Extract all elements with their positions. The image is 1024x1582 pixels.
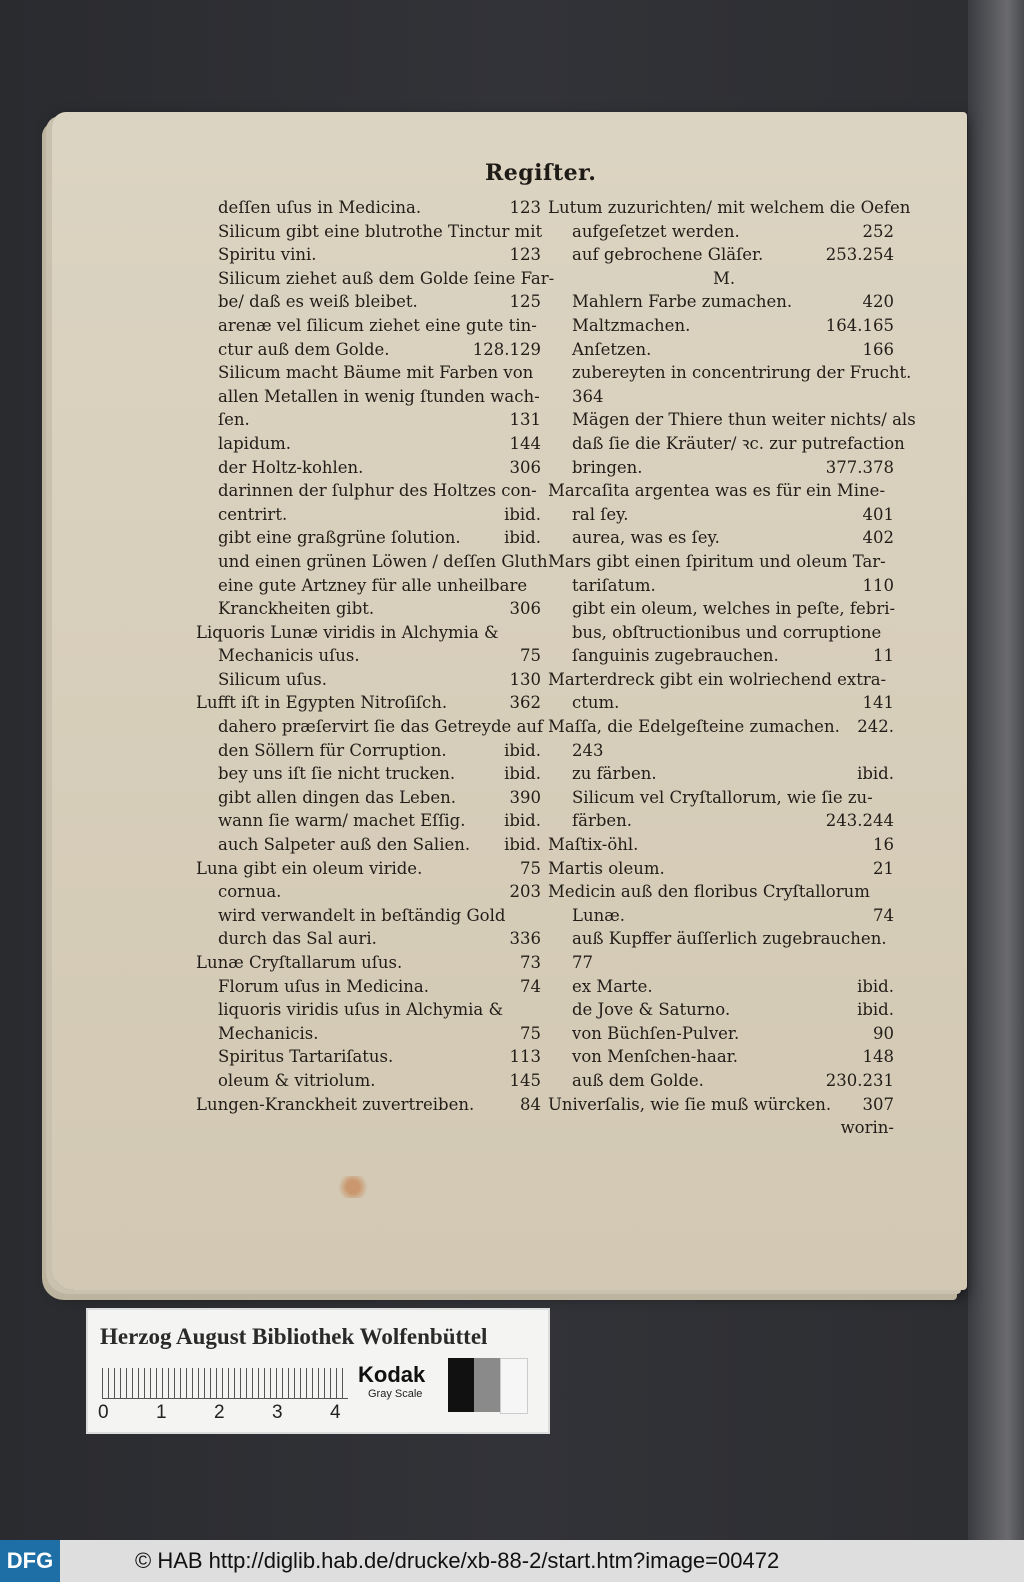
entry-page-number: 131 xyxy=(509,410,541,430)
index-entry xyxy=(196,739,541,763)
entry-text: 77 xyxy=(572,953,593,972)
entry-page-number: 144 xyxy=(509,433,541,453)
index-entry xyxy=(548,1093,894,1117)
index-entry xyxy=(196,1022,541,1046)
entry-text: Mägen der Thiere thun weiter nichts/ als xyxy=(572,410,916,430)
entry-text: gibt eine graßgrüne ſolution. xyxy=(218,528,461,548)
index-entry xyxy=(548,385,894,409)
entry-text: dahero præſervirt ſie das Getreyde auf xyxy=(218,717,544,737)
entry-text: Maſtix-öhl. xyxy=(548,835,639,855)
color-reference-card xyxy=(86,1308,550,1434)
entry-text: Liquoris Lunæ viridis in Alchymia & xyxy=(196,622,499,642)
index-entry xyxy=(548,927,894,951)
entry-page-number: 390 xyxy=(509,787,541,807)
entry-page-number: 148 xyxy=(862,1047,894,1067)
entry-text: Maſſa, die Edelgeſteine zumachen. xyxy=(548,717,840,737)
index-entry xyxy=(196,550,548,574)
index-entry xyxy=(548,739,894,763)
index-entry xyxy=(548,408,916,432)
entry-text: aufgeſetzet werden. xyxy=(572,221,740,241)
entry-text: ctum. xyxy=(572,693,620,713)
entry-page-number: ibid. xyxy=(857,1000,894,1020)
entry-text: Silicum macht Bäume mit Farben von xyxy=(218,363,534,383)
index-entry xyxy=(196,1069,541,1093)
entry-text: auß dem Golde. xyxy=(572,1070,704,1090)
page-header: Regiſter. xyxy=(485,160,597,186)
index-entry xyxy=(196,267,555,291)
index-entry xyxy=(196,290,541,314)
entry-text: Maltzmachen. xyxy=(572,315,691,335)
index-entry xyxy=(196,1045,541,1069)
entry-text: oleum & vitriolum. xyxy=(218,1070,376,1090)
entry-text: Lufft iſt in Egypten Nitroſiſch. xyxy=(196,693,448,713)
index-entry xyxy=(548,479,894,503)
entry-page-number: worin- xyxy=(840,1118,894,1138)
entry-text: 364 xyxy=(572,386,604,406)
index-entry xyxy=(196,361,541,385)
entry-page-number: 307 xyxy=(862,1094,894,1114)
entry-page-number: ibid. xyxy=(504,528,541,548)
index-entry xyxy=(196,809,541,833)
index-entry xyxy=(196,857,541,881)
index-entry xyxy=(548,809,894,833)
index-entry xyxy=(548,314,894,338)
entry-text: ral ſey. xyxy=(572,504,629,524)
entry-page-number: 145 xyxy=(509,1070,541,1090)
entry-text: Mars gibt einen ſpiritum und oleum Tar- xyxy=(548,551,886,571)
entry-text: ſen. xyxy=(218,410,250,430)
index-entry xyxy=(548,1069,894,1093)
ink-stain xyxy=(335,1176,371,1198)
entry-text: centrirt. xyxy=(218,504,288,524)
index-entry xyxy=(196,927,541,951)
entry-text: tariſatum. xyxy=(572,575,656,595)
index-entry xyxy=(548,786,894,810)
entry-page-number: 125 xyxy=(509,292,541,312)
entry-text: ex Marte. xyxy=(572,976,653,996)
entry-page-number: 74 xyxy=(520,976,541,996)
entry-text: Kranckheiten gibt. xyxy=(218,599,375,619)
index-entry xyxy=(196,880,541,904)
gray-swatch-black xyxy=(448,1358,474,1412)
entry-page-number: ibid. xyxy=(504,835,541,855)
footer-bar xyxy=(0,1540,1024,1582)
index-entry xyxy=(548,998,894,1022)
measurement-ruler xyxy=(102,1368,348,1399)
entry-page-number: 141 xyxy=(862,693,894,713)
index-entry xyxy=(548,597,894,621)
entry-text: Medicin auß den floribus Cryſtallorum xyxy=(548,882,870,902)
entry-page-number: 75 xyxy=(520,646,541,666)
index-entry xyxy=(196,786,541,810)
index-entry xyxy=(548,668,894,692)
index-entry xyxy=(548,715,894,739)
entry-text: Lungen-Kranckheit zuvertreiben. xyxy=(196,1094,475,1114)
index-entry xyxy=(548,526,894,550)
entry-page-number: 75 xyxy=(520,1023,541,1043)
card-title: Herzog August Bibliothek Wolfenbüttel xyxy=(100,1324,488,1349)
entry-page-number: 164.165 xyxy=(825,315,894,335)
entry-text: Lutum zuzurichten/ mit welchem die Oefen xyxy=(548,198,911,217)
entry-text: von Büchſen-Pulver. xyxy=(572,1023,740,1043)
entry-text: arenæ vel ſilicum ziehet eine gute tin- xyxy=(218,315,537,335)
entry-text: aurea, was es ſey. xyxy=(572,528,720,548)
index-column-left xyxy=(196,196,555,1116)
entry-text: wann ſie warm/ machet Eſſig. xyxy=(218,811,466,831)
entry-text: Lunæ Cryſtallarum uſus. xyxy=(196,953,403,972)
entry-text: Mechanicis. xyxy=(218,1023,319,1043)
entry-page-number: ibid. xyxy=(857,976,894,996)
index-entry xyxy=(548,1116,894,1140)
index-entry xyxy=(196,715,544,739)
entry-page-number: 230.231 xyxy=(825,1070,894,1090)
index-entry xyxy=(548,975,894,999)
entry-text: Martis oleum. xyxy=(548,858,665,878)
index-entry xyxy=(548,243,894,267)
index-entry xyxy=(548,432,905,456)
entry-text: auch Salpeter auß den Salien. xyxy=(218,835,471,855)
entry-page-number: 402 xyxy=(862,528,894,548)
index-entry xyxy=(196,338,541,362)
index-entry xyxy=(548,574,894,598)
index-entry xyxy=(196,998,541,1022)
entry-text: Florum uſus in Medicina. xyxy=(218,976,430,996)
entry-text: Silicum gibt eine blutrothe Tinctur mit xyxy=(218,221,543,241)
index-entry xyxy=(548,691,894,715)
index-entry xyxy=(548,621,894,645)
index-entry xyxy=(548,833,894,857)
index-entry xyxy=(196,574,541,598)
index-entry xyxy=(548,762,894,786)
index-entry xyxy=(548,550,894,574)
index-entry xyxy=(548,220,894,244)
index-entry xyxy=(548,196,911,220)
entry-text: 243 xyxy=(572,740,604,760)
entry-text: Spiritu vini. xyxy=(218,245,317,265)
index-entry xyxy=(548,644,894,668)
index-entry xyxy=(196,503,541,527)
entry-text: den Söllern für Corruption. xyxy=(218,740,447,760)
gray-scale-label: Gray Scale xyxy=(368,1388,423,1400)
entry-page-number: 420 xyxy=(862,292,894,312)
entry-page-number: 203 xyxy=(509,882,541,902)
entry-page-number: 252 xyxy=(862,221,894,241)
entry-page-number: 110 xyxy=(862,575,894,595)
entry-text: M. xyxy=(713,268,736,288)
entry-text: Mechanicis uſus. xyxy=(218,646,360,666)
entry-page-number: 84 xyxy=(520,1094,541,1114)
entry-text: bringen. xyxy=(572,457,643,477)
entry-text: auf gebrochene Gläſer. xyxy=(572,245,764,265)
entry-page-number: ibid. xyxy=(504,740,541,760)
entry-text: Spiritus Tartariſatus. xyxy=(218,1047,394,1067)
index-entry xyxy=(196,385,541,409)
entry-text: Luna gibt ein oleum viride. xyxy=(196,858,423,878)
entry-page-number: 243.244 xyxy=(825,811,894,831)
index-entry xyxy=(196,833,541,857)
index-entry xyxy=(196,408,541,432)
entry-text: wird verwandelt in beſtändig Gold xyxy=(218,905,506,925)
entry-text: deſſen uſus in Medicina. xyxy=(218,198,422,217)
dfg-logo: DFG xyxy=(0,1540,60,1582)
index-entry xyxy=(196,668,541,692)
index-entry xyxy=(196,762,541,786)
entry-text: Silicum vel Cryſtallorum, wie ſie zu- xyxy=(572,787,873,807)
index-entry xyxy=(196,621,541,645)
entry-text: Anſetzen. xyxy=(572,339,652,359)
index-entry xyxy=(196,975,541,999)
index-entry xyxy=(196,456,541,480)
index-entry xyxy=(196,243,541,267)
gray-swatch-mid xyxy=(474,1358,500,1412)
entry-text: von Menſchen-haar. xyxy=(572,1047,738,1067)
entry-text: be/ daß es weiß bleibet. xyxy=(218,292,418,312)
index-entry xyxy=(548,904,894,928)
entry-text: darinnen der ſulphur des Holtzes con- xyxy=(218,481,537,501)
entry-text: bus, obſtructionibus und corruptione xyxy=(572,622,882,642)
entry-text: lapidum. xyxy=(218,433,292,453)
ruler-numbers xyxy=(98,1402,358,1424)
entry-text: Marterdreck gibt ein wolriechend extra- xyxy=(548,669,887,689)
ruler-number: 0 xyxy=(98,1402,109,1423)
entry-page-number: 377.378 xyxy=(825,457,894,477)
entry-page-number: ibid. xyxy=(857,764,894,784)
entry-text: zubereyten in concentrirung der Frucht. xyxy=(572,363,912,383)
entry-text: Lunæ. xyxy=(572,905,625,925)
index-entry xyxy=(548,1022,894,1046)
entry-page-number: 130 xyxy=(509,669,541,689)
index-entry xyxy=(548,951,894,975)
entry-text: gibt allen dingen das Leben. xyxy=(218,787,457,807)
ruler-number: 1 xyxy=(156,1402,167,1423)
entry-text: ctur auß dem Golde. xyxy=(218,339,390,359)
entry-page-number: 21 xyxy=(873,858,894,878)
entry-text: liquoris viridis uſus in Alchymia & xyxy=(218,1000,504,1020)
entry-page-number: ibid. xyxy=(504,764,541,784)
ruler-number: 3 xyxy=(272,1402,283,1423)
entry-text: durch das Sal auri. xyxy=(218,929,377,949)
entry-page-number: 16 xyxy=(873,835,894,855)
index-entry xyxy=(196,526,541,550)
entry-page-number: 128.129 xyxy=(472,339,541,359)
entry-text: eine gute Artzney für alle unheilbare xyxy=(218,575,528,595)
gray-swatch-white xyxy=(500,1358,528,1414)
entry-text: Silicum uſus. xyxy=(218,669,327,689)
entry-page-number: 362 xyxy=(509,693,541,713)
ruler-number: 4 xyxy=(330,1402,341,1423)
index-entry xyxy=(196,432,541,456)
entry-text: cornua. xyxy=(218,882,282,902)
entry-page-number: 123 xyxy=(509,198,541,217)
entry-page-number: 306 xyxy=(509,599,541,619)
index-entry xyxy=(196,220,541,244)
kodak-logo: Kodak xyxy=(358,1362,426,1387)
entry-page-number: 166 xyxy=(862,339,894,359)
entry-text: Silicum ziehet auß dem Golde ſeine Far- xyxy=(218,268,555,288)
entry-text: daß ſie die Kräuter/ ꝛc. zur putrefaction xyxy=(572,433,905,453)
entry-text: Mahlern Farbe zumachen. xyxy=(572,292,793,312)
entry-page-number: 113 xyxy=(509,1047,541,1067)
entry-text: färben. xyxy=(572,811,633,831)
facing-page-edge xyxy=(968,0,1024,1540)
entry-page-number: 75 xyxy=(520,858,541,878)
index-entry xyxy=(196,951,541,975)
entry-page-number: 74 xyxy=(873,905,894,925)
index-entry xyxy=(548,290,894,314)
index-entry xyxy=(196,597,541,621)
entry-text: bey uns iſt ſie nicht trucken. xyxy=(218,764,456,784)
entry-page-number: 253.254 xyxy=(825,245,894,265)
index-column-right xyxy=(548,196,916,1140)
index-entry xyxy=(196,644,541,668)
entry-text: allen Metallen in wenig ſtunden wach- xyxy=(218,386,540,406)
index-entry xyxy=(548,338,894,362)
index-entry xyxy=(548,503,894,527)
entry-page-number: 73 xyxy=(520,953,541,972)
index-entry xyxy=(548,267,894,291)
ruler-number: 2 xyxy=(214,1402,225,1423)
index-entry xyxy=(548,880,894,904)
index-entry xyxy=(196,314,541,338)
index-entry xyxy=(548,456,894,480)
index-entry xyxy=(196,1093,541,1117)
entry-text: Marcaſita argentea was es für ein Mine- xyxy=(548,481,886,501)
entry-text: zu färben. xyxy=(572,764,657,784)
entry-page-number: ibid. xyxy=(504,811,541,831)
entry-page-number: 11 xyxy=(873,646,894,666)
index-entry xyxy=(196,904,541,928)
entry-text: ſanguinis zugebrauchen. xyxy=(572,646,779,666)
index-entry xyxy=(548,857,894,881)
index-entry xyxy=(196,479,541,503)
copyright-credit: © HAB http://diglib.hab.de/drucke/xb-88-2/start.htm?image=00472 xyxy=(135,1548,780,1573)
entry-text: Univerſalis, wie ſie muß würcken. xyxy=(548,1094,832,1114)
index-entry xyxy=(548,1045,894,1069)
entry-page-number: 336 xyxy=(509,929,541,949)
entry-text: gibt ein oleum, welches in peſte, febri- xyxy=(572,599,896,619)
index-entry xyxy=(196,196,541,220)
entry-text: und einen grünen Löwen / deſſen Gluth xyxy=(218,551,548,571)
entry-page-number: 123 xyxy=(509,245,541,265)
entry-text: auß Kupffer äuſſerlich zugebrauchen. xyxy=(572,929,887,949)
index-entry xyxy=(548,361,912,385)
entry-page-number: 242. xyxy=(857,717,894,737)
entry-text: der Holtz-kohlen. xyxy=(218,457,364,477)
index-entry xyxy=(196,691,541,715)
entry-page-number: ibid. xyxy=(504,504,541,524)
entry-text: de Jove & Saturno. xyxy=(572,1000,731,1020)
entry-page-number: 90 xyxy=(873,1023,894,1043)
entry-page-number: 401 xyxy=(862,504,894,524)
entry-page-number: 306 xyxy=(509,457,541,477)
